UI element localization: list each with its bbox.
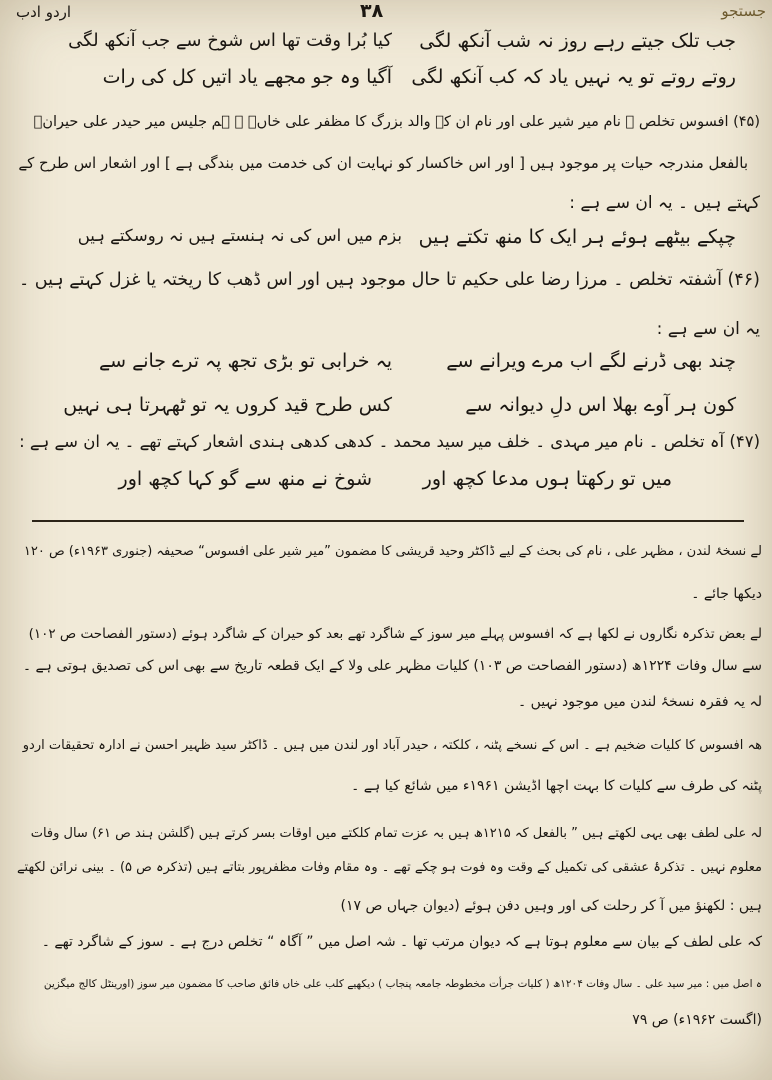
hemistich-right: آگیا وہ جو مجھے یاد اتیں کل کی رات (102, 66, 392, 88)
entry-46-line-2: یہ ان سے ہے : (656, 319, 760, 339)
footnote-1-line-1: لے نسخۂ لندن ، مظہر علی ، نام کی بحث کے لیے ڈاکٹر وحید قریشی کا مضمون ”میر شیر علی افسوس“ صحیفہ (جنوری ۱۹۶۳ء) ص ۱۲۰ (23, 544, 762, 559)
hemistich-left: چپکے بیٹھے ہوئے ہر ایک کا منھ تکتے ہیں (418, 226, 736, 248)
couplet (0, 350, 772, 384)
footnote-divider (32, 520, 744, 522)
footnote-5-line-2: پٹنہ کی طرف سے کلیات کا بہت اچھا اڈیشن ۱۹۶۱ء میں شائع کیا ہے ۔ (351, 778, 762, 794)
hemistich-left: چند بھی ڈرنے لگے اب مرے ویرانے سے (446, 350, 736, 372)
footnote-2: لے بعض تذکرہ نگاروں نے لکھا ہے کہ افسوس پہلے میر سوز کے شاگرد تھے بعد کو حیران کے شاگرد ہوئے (دستور الفصاحت ص ۱۰۲) (28, 626, 762, 642)
entry-45-line-3: کہتے ہیں ۔ یہ ان سے ہے : (569, 193, 760, 213)
page-number: ۳۸ (360, 0, 384, 22)
footnote-1-line-2: دیکھا جائے ۔ (691, 586, 762, 602)
hemistich-right: یہ خرابی تو بڑی تجھ پہ ترے جانے سے (98, 350, 392, 372)
hemistich-left: جب تلک جیتے رہے روز نہ شب آنکھ لگی (419, 30, 736, 52)
hemistich-right: بزم میں اس کی نہ ہنستے ہیں نہ روسکتے ہیں (77, 226, 402, 245)
couplet (0, 66, 772, 100)
entry-47-line-1: (۴۷) آہ تخلص ۔ نام میر مہدی ۔ خلف میر سید محمد ۔ کدھی کدھی ہندی اشعار کہتے تھے ۔ یہ ان سے ہے : (19, 432, 760, 451)
hemistich-left: روتے روتے تو یہ نہیں یاد کہ کب آنکھ لگی (411, 66, 736, 88)
footnote-6-line-2: معلوم نہیں ۔ تذکرۂ عشقی کی تکمیل کے وقت وہ فوت ہو چکے تھے ۔ وہ مقام وفات مظفرپور بتاتے ہیں (تذکرہ ص ۵) ۔ بینی نرائن لکھتے (16, 860, 762, 875)
couplet (0, 468, 772, 502)
footnote-5-line-1: ھہ افسوس کا کلیات ضخیم ہے ۔ اس کے نسخے پٹنہ ، کلکتہ ، حیدر آباد اور لندن میں ہیں ۔ ڈاکٹر سید ظہیر احسن نے ادارہ تحقیقات اردو (22, 738, 762, 753)
hemistich-right: کس طرح قید کروں یہ تو ٹھہرتا ہی نہیں (63, 394, 392, 416)
hemistich-right: کیا بُرا وقت تھا اس شوخ سے جب آنکھ لگی (68, 30, 392, 51)
hemistich-left: میں تو رکھتا ہوں مدعا کچھ اور (422, 468, 672, 490)
footnote-4: لہ یہ فقرہ نسخۂ لندن میں موجود نہیں ۔ (517, 694, 762, 710)
footnote-7: کہ علی لطف کے بیان سے معلوم ہوتا ہے کہ دیوان مرتب تھا ۔ شہ اصل میں ” آگاہ “ تخلص درج ہے ۔ سوز کے شاگرد تھے ۔ (41, 934, 762, 950)
hemistich-left: کون ہر آوے بھلا اس دلِ دیوانہ سے (465, 394, 736, 416)
header-left-label: اردو ادب (16, 3, 72, 21)
couplet (0, 394, 772, 428)
entry-46-line-1: (۴۶) آشفتہ تخلص ۔ مرزا رضا علی حکیم تا حال موجود ہیں اور اس ڈھب کا ریختہ یا غزل کہتے ہیں ۔ (18, 270, 760, 290)
hemistich-right: شوخ نے منھ سے گو کہا کچھ اور (118, 468, 372, 490)
page-header (0, 0, 772, 28)
couplet (0, 30, 772, 64)
couplet (0, 226, 772, 260)
footnote-3: سے سال وفات ۱۲۲۴ھ (دستور الفصاحت ص ۱۰۳) کلیات مظہر علی ولا کے ایک قطعہ تاریخ سے بھی اس کی تصدیق ہوتی ہے ۔ (22, 658, 762, 674)
header-right-label: جستجو (721, 2, 766, 20)
entry-45-line-1: (۴۵) افسوس تخلص ۔ نام میر شیر علی اور نام ان کے والد بزرگ کا مظفر علی خاںؔ ۔ ہم جلیس میر حیدر علی حیرانؔ (33, 114, 760, 130)
entry-45-line-2: بالفعل مندرجہ حیات پر موجود ہیں [ اور اس خاکسار کو نہایت ان کی خدمت میں بندگی ہے ] اور اشعار اس طرح کے (18, 154, 748, 172)
footnote-9-line-1: ہ اصل میں : میر سید علی ۔ سال وفات ۱۲۰۴ھ ( کلیات جرأت مخطوطہ جامعہ پنجاب ) دیکھیے کلب علی خاں فائق صاحب کا مضمون میر سوز (اورینٹل کالج میگزین (43, 978, 762, 990)
footnote-9-line-2: (اگست ۱۹۶۲ء) ص ۷۹ (632, 1012, 762, 1028)
footnote-6-line-3: ہیں : لکھنؤ میں آ کر رحلت کی اور وہیں دفن ہوئے (دیوان جہاں ص ۱۷) (340, 898, 762, 914)
footnote-6-line-1: لہ علی لطف بھی یہی لکھتے ہیں ” بالفعل کہ ۱۲۱۵ھ ہیں بہ عزت تمام کلکتے میں اوقات بسر کرتے ہیں (گلشن ہند ص ۶۱) سال وفات (30, 826, 762, 841)
